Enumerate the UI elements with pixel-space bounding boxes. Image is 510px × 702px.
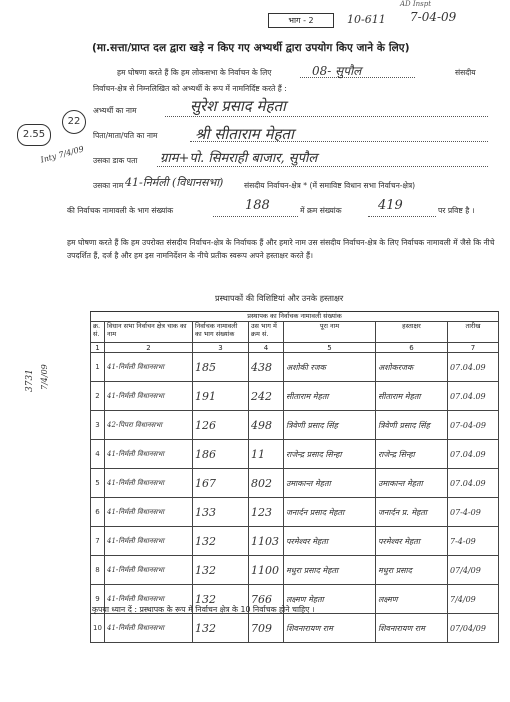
- full-name-cell: लक्ष्मण मेहता: [284, 585, 376, 614]
- signature-cell: सीताराम मेहता: [376, 382, 448, 411]
- assembly-constituency-cell: 41-निर्मली विधानसभा: [105, 469, 193, 498]
- declaration-line1-suffix: संसदीय: [455, 68, 476, 77]
- signature-cell: मधुरा प्रसाद: [376, 556, 448, 585]
- col-header: क्र. सं.: [91, 322, 105, 343]
- dotted-line: [213, 216, 298, 217]
- serial-no-cell: 10: [91, 614, 105, 643]
- margin-circle-count: 22: [62, 110, 86, 134]
- col-header: हस्ताक्षर: [376, 322, 448, 343]
- serial-no-cell: 7: [91, 527, 105, 556]
- signature-cell: शिवनारायण राम: [376, 614, 448, 643]
- assembly-constituency-cell: 41-निर्मली विधानसभा: [105, 614, 193, 643]
- part-number-cell: 126: [193, 411, 249, 440]
- serial-no-cell: 2: [91, 382, 105, 411]
- serial-no-cell: 1: [91, 353, 105, 382]
- serial-number-value: 419: [378, 198, 403, 213]
- table-header-row: [91, 322, 499, 343]
- assembly-constituency-cell: 41-निर्मली विधानसभा: [105, 382, 193, 411]
- table-row: [91, 556, 499, 585]
- serial-number-cell: 242: [249, 382, 284, 411]
- assembly-constituency-cell: 41-निर्मली विधानसभा: [105, 556, 193, 585]
- declaration-line2: निर्वाचन-क्षेत्र से निम्नलिखित को अभ्यर्थी के रूप में नामनिर्दिष्ट करते हैं :: [93, 84, 287, 93]
- date-cell: 07.04.09: [448, 382, 499, 411]
- serial-no-cell: 5: [91, 469, 105, 498]
- declaration-line1-prefix: हम घोषणा करते हैं कि हम लोकसभा के निर्वाचन के लिए: [117, 68, 272, 77]
- constituency-value: 08- सुपौल: [312, 64, 362, 78]
- table-row: [91, 469, 499, 498]
- part-number-value: 188: [245, 198, 270, 213]
- form-heading: (मा.सत्ता/प्राप्त दल द्वारा खड़े न किए गए अभ्यर्थी द्वारा उपयोग किए जाने के लिए): [92, 42, 410, 54]
- enrolled-label-prefix: उसका नाम: [93, 181, 124, 190]
- serial-number-cell: 709: [249, 614, 284, 643]
- serial-number-cell: 438: [249, 353, 284, 382]
- dotted-line: [368, 216, 436, 217]
- col-number: 1: [91, 343, 105, 353]
- date-cell: 07.04.09: [448, 469, 499, 498]
- date-cell: 7/4/09: [448, 585, 499, 614]
- column-number-row: [91, 343, 499, 353]
- enrolled-label-suffix: संसदीय निर्वाचन-क्षेत्र * (में समाविष्ट विधान सभा निर्वाचन-क्षेत्र): [244, 181, 416, 190]
- assembly-constituency-cell: 41-निर्मली विधानसभा: [105, 527, 193, 556]
- col-number: 7: [448, 343, 499, 353]
- part-number-cell: 132: [193, 556, 249, 585]
- full-name-cell: शिवनारायण राम: [284, 614, 376, 643]
- serial-number-cell: 766: [249, 585, 284, 614]
- full-name-cell: मधुरा प्रसाद मेहता: [284, 556, 376, 585]
- full-name-cell: त्रिवेणी प्रसाद सिंह: [284, 411, 376, 440]
- assembly-constituency-cell: 41-निर्मली विधानसभा: [105, 585, 193, 614]
- table-row: [91, 411, 499, 440]
- handwritten-scribble: AD Inspt: [400, 0, 432, 8]
- full-name-cell: उमाकान्त मेहता: [284, 469, 376, 498]
- col-number: 4: [249, 343, 284, 353]
- table-row: [91, 527, 499, 556]
- dotted-line: [165, 116, 488, 117]
- candidate-name-value: सुरेश प्रसाद मेहता: [190, 97, 286, 115]
- full-name-cell: सीताराम मेहता: [284, 382, 376, 411]
- serial-label: में क्रम संख्यांक: [300, 206, 342, 215]
- col-header: पूरा नाम: [284, 322, 376, 343]
- serial-no-cell: 6: [91, 498, 105, 527]
- full-name-cell: परमेश्वर मेहता: [284, 527, 376, 556]
- table-group-header: प्रस्थापक का निर्वाचक नामावली संख्यांक: [91, 312, 499, 322]
- table-row: [91, 498, 499, 527]
- full-name-cell: जनार्दन प्रसाद मेहता: [284, 498, 376, 527]
- serial-number-cell: 802: [249, 469, 284, 498]
- table-row: [91, 440, 499, 469]
- date-cell: 07.04.09: [448, 353, 499, 382]
- handwritten-number: 10-611: [347, 13, 386, 26]
- date-cell: 07.04.09: [448, 440, 499, 469]
- part-number-cell: 191: [193, 382, 249, 411]
- serial-number-cell: 1100: [249, 556, 284, 585]
- section-label: भाग - 2: [268, 13, 334, 28]
- assembly-constituency-cell: 41-निर्मली विधानसभा: [105, 440, 193, 469]
- declaration-paragraph: हम घोषणा करते हैं कि हम उपरोक्त संसदीय निर्वाचन-क्षेत्र के निर्वाचक हैं और हमारे नाम उस संसदीय निर्वाचन-क्षेत्र के लिए निर्वाचक नामावली में जैसे कि नीचे उपदर्शित हैं, दर्ज है और हम इस नामनिर्देशन के नीचे प्रतीक स्वरूप अपने हस्ताक्षर करते हैं।: [67, 238, 495, 260]
- address-value: ग्राम+पो. सिमराही बाजार, सुपौल: [160, 151, 318, 166]
- signature-cell: त्रिवेणी प्रसाद सिंह: [376, 411, 448, 440]
- date-cell: 07-04-09: [448, 411, 499, 440]
- part-number-cell: 132: [193, 527, 249, 556]
- date-cell: 07/4/09: [448, 556, 499, 585]
- col-number: 5: [284, 343, 376, 353]
- serial-number-cell: 11: [249, 440, 284, 469]
- full-name-cell: राजेन्द्र प्रसाद सिन्हा: [284, 440, 376, 469]
- serial-number-cell: 123: [249, 498, 284, 527]
- table-row: [91, 353, 499, 382]
- signature-cell: अशोकरजक: [376, 353, 448, 382]
- serial-suffix: पर प्रविष्ट है ।: [438, 206, 475, 215]
- signature-cell: राजेन्द्र सिन्हा: [376, 440, 448, 469]
- address-label: उसका डाक पता: [93, 156, 138, 165]
- part-number-cell: 133: [193, 498, 249, 527]
- date-cell: 07-4-09: [448, 498, 499, 527]
- col-header: उस भाग में क्रम सं.: [249, 322, 284, 343]
- margin-vertical-date: 7/4/09: [40, 364, 49, 390]
- col-number: 2: [105, 343, 193, 353]
- signature-cell: जनार्दन प्र. मेहता: [376, 498, 448, 527]
- table-title: प्रस्थापकों की विशिष्टियां और उनके हस्ताक्षर: [215, 293, 344, 303]
- col-header: विधान सभा निर्वाचन क्षेत्र चाक का नाम: [105, 322, 193, 343]
- part-number-cell: 132: [193, 585, 249, 614]
- signature-cell: परमेश्वर मेहता: [376, 527, 448, 556]
- proposers-table: [90, 311, 499, 643]
- col-header: तारीख: [448, 322, 499, 343]
- serial-no-cell: 4: [91, 440, 105, 469]
- handwritten-date: 7-04-09: [410, 10, 457, 24]
- signature-cell: लक्ष्मण: [376, 585, 448, 614]
- col-number: 3: [193, 343, 249, 353]
- margin-vertical-number: 3731: [25, 369, 35, 392]
- assembly-constituency-cell: 42-पिपरा विधानसभा: [105, 411, 193, 440]
- serial-number-cell: 498: [249, 411, 284, 440]
- col-number: 6: [376, 343, 448, 353]
- footnote: कृपया ध्यान दें : प्रस्थापक के रूप में निर्वाचन क्षेत्र के 10 निर्वाचक होने चाहिए ।: [92, 605, 315, 614]
- part-number-cell: 132: [193, 614, 249, 643]
- enrolled-value: 41-निर्मली (विधानसभा): [125, 176, 224, 189]
- father-label: पिता/माता/पति का नाम: [93, 131, 158, 140]
- serial-no-cell: 3: [91, 411, 105, 440]
- table-row: [91, 382, 499, 411]
- part-number-cell: 186: [193, 440, 249, 469]
- part-label: की निर्वाचक नामावली के भाग संख्यांक: [67, 206, 174, 215]
- part-number-cell: 167: [193, 469, 249, 498]
- margin-signature: Inty 7/4/09: [39, 144, 85, 165]
- assembly-constituency-cell: 41-निर्मली विधानसभा: [105, 353, 193, 382]
- dotted-line: [157, 166, 488, 167]
- date-cell: 07/04/09: [448, 614, 499, 643]
- serial-number-cell: 1103: [249, 527, 284, 556]
- col-header: निर्वाचक नामावली का भाग संख्यांक: [193, 322, 249, 343]
- assembly-constituency-cell: 41-निर्मली विधानसभा: [105, 498, 193, 527]
- candidate-label: अभ्यर्थी का नाम: [93, 106, 137, 115]
- part-number-cell: 185: [193, 353, 249, 382]
- serial-no-cell: 9: [91, 585, 105, 614]
- table-row: [91, 614, 499, 643]
- full-name-cell: अशोकी रजक: [284, 353, 376, 382]
- margin-circle-number: 2.55: [17, 124, 51, 146]
- date-cell: 7-4-09: [448, 527, 499, 556]
- serial-no-cell: 8: [91, 556, 105, 585]
- father-name-value: श्री सीताराम मेहता: [195, 125, 294, 143]
- signature-cell: उमाकान्त मेहता: [376, 469, 448, 498]
